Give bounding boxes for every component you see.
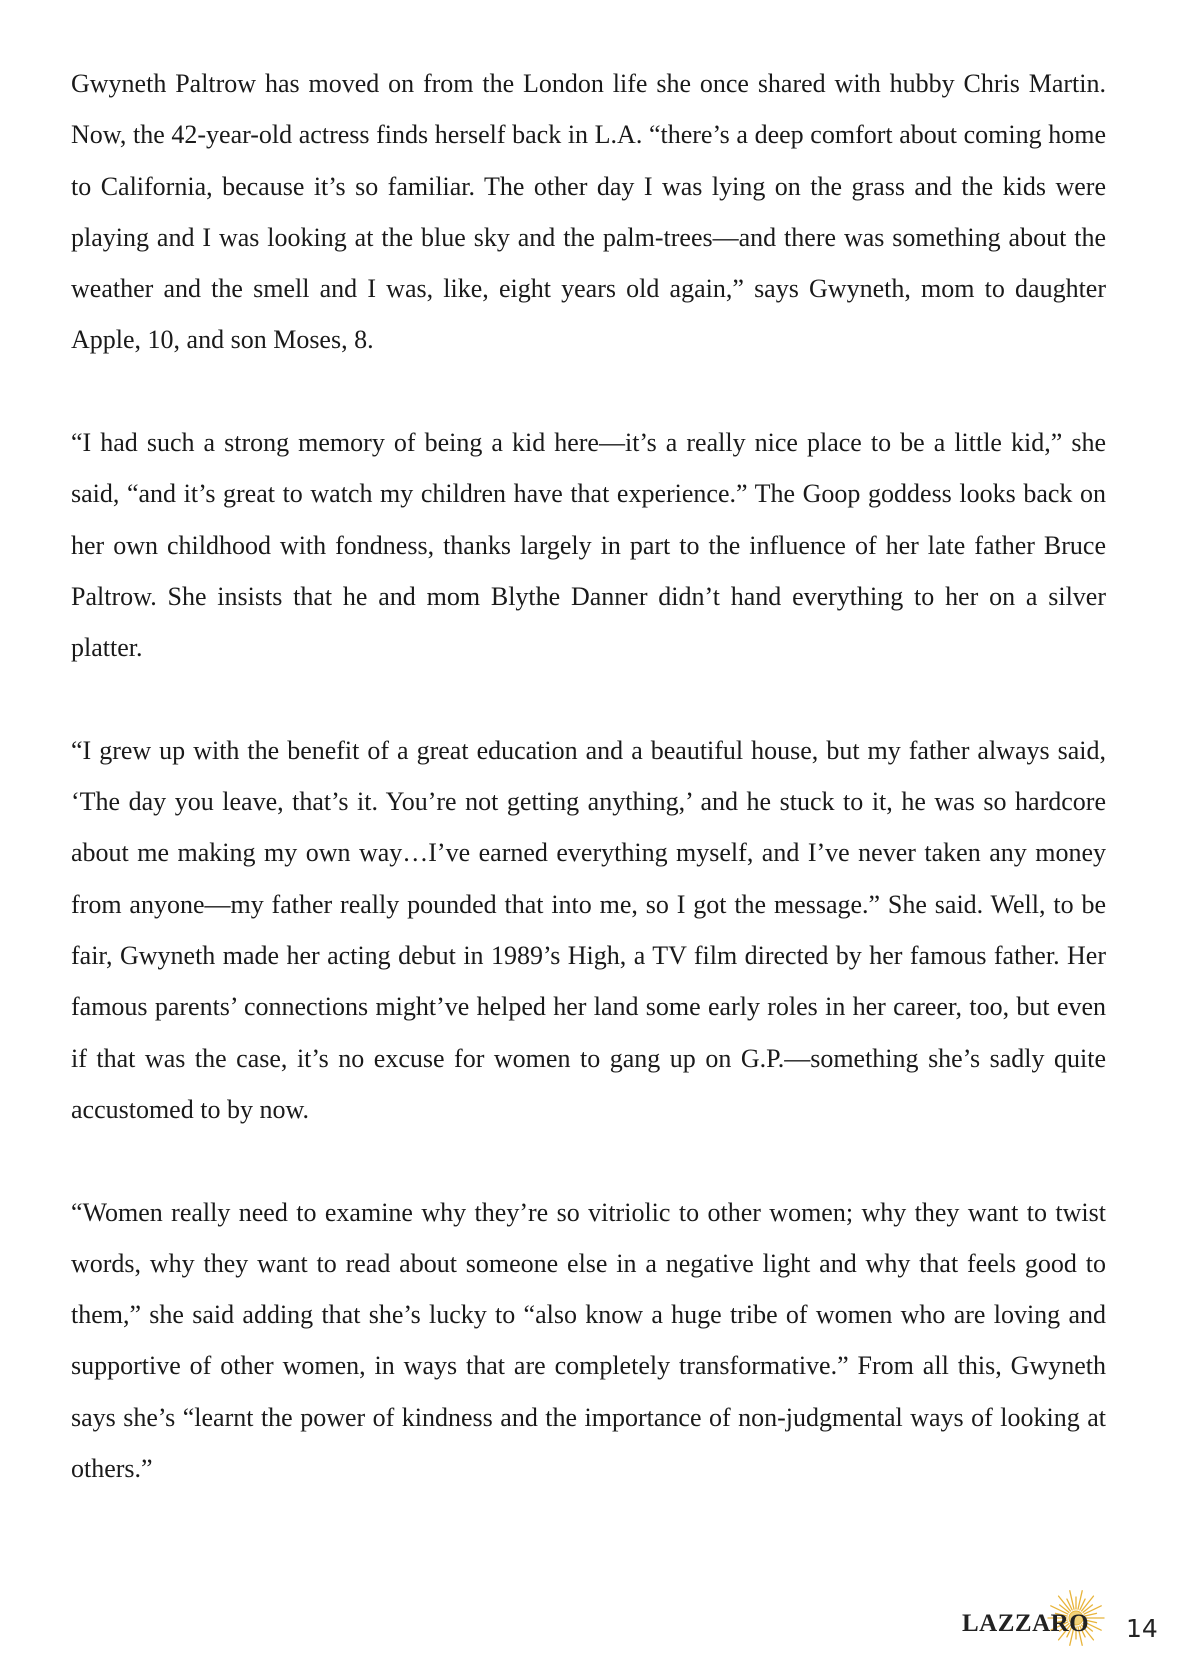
article-paragraph-4: “Women really need to examine why they’re so vitriolic to other women; why they want to twist words, why they want to read about someone else in a negative light and why that feels good to them,” she said adding that she’s lucky to “also know a huge tribe of women who are loving and supportive of other women, in ways that are completely transformative.” From all this, Gwyneth says she’s “learnt the power of kindness and the importance of non-judgmental ways of looking at others.” xyxy=(71,1197,1106,1484)
brand-logo-text: LAZZARO xyxy=(962,1610,1090,1637)
article-paragraph-1: Gwyneth Paltrow has moved on from the London life she once shared with hubby Chris Martin. Now, the 42-year-old actress finds herself back in L.A. “there’s a deep comfort about coming home to California, because it’s so familiar. The other day I was lying on the grass and the kids were playing and I was looking at the blue sky and the palm-trees—and there was something about the weather and the smell and I was, like, eight years old again,” says Gwyneth, mom to daughter Apple, 10, and son Moses, 8. xyxy=(71,69,1106,355)
article-paragraph-3: “I grew up with the benefit of a great education and a beautiful house, but my father always said, ‘The day you leave, that’s it. You’re not getting anything,’ and he stuck to it, he was so hardcore about me making my own way…I’ve earned everything myself, and I’ve never taken any money from anyone—my father really pounded that into me, so I got the message.” She said. Well, to be fair, Gwyneth made her acting debut in 1989’s High, a TV film directed by her famous father. Her famous parents’ connections might’ve helped her land some early roles in her career, too, but even if that was the case, it’s no excuse for women to gang up on G.P.—something she’s sadly quite accustomed to by now. xyxy=(71,735,1106,1124)
article-paragraph-2: “I had such a strong memory of being a kid here—it’s a really nice place to be a little kid,” she said, “and it’s great to watch my children have that experience.” The Goop goddess looks back on her own childhood with fondness, thanks largely in part to the influence of her late father Bruce Paltrow. She insists that he and mom Blythe Danner didn’t hand everything to her on a silver platter. xyxy=(71,428,1106,663)
page-footer xyxy=(940,1588,1170,1652)
page-number: 14 xyxy=(1126,1614,1158,1643)
article-body xyxy=(71,58,1106,1494)
